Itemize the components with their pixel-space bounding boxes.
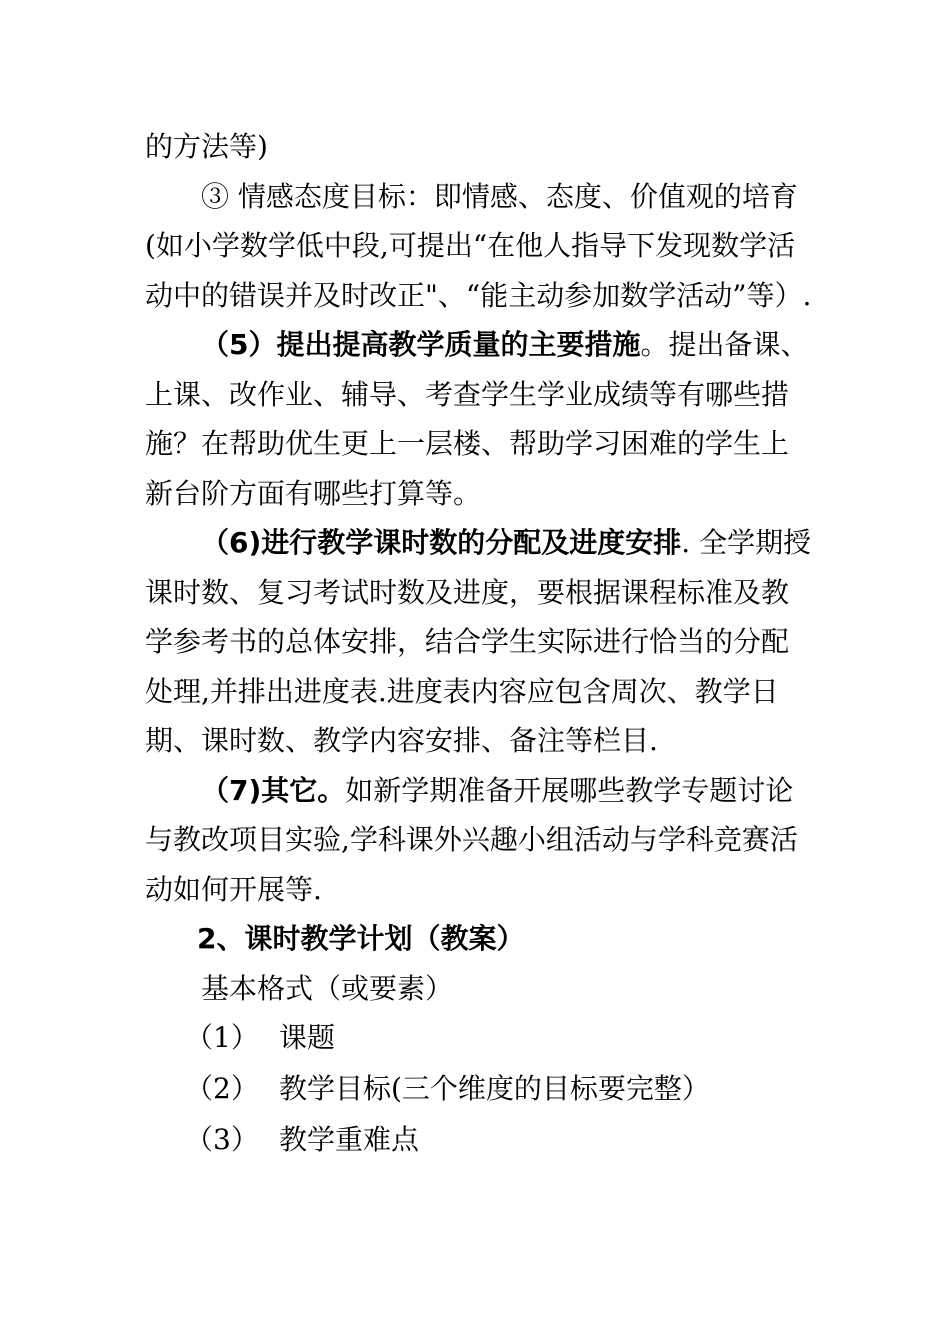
list-item bbox=[145, 1013, 815, 1064]
list-item-number: （2） bbox=[185, 1072, 259, 1105]
list-item bbox=[145, 1115, 815, 1166]
text-quality-measures: 。提出备课、上课、改作业、辅导、考查学生学业成绩等有哪些措施？在帮助优生更上一层楼、帮助学习困难的学生上新台阶方面有哪些打算等。 bbox=[145, 328, 809, 510]
paragraph-quality-measures bbox=[145, 320, 815, 518]
list-item bbox=[145, 1064, 815, 1115]
paragraph-other bbox=[145, 766, 815, 915]
text-schedule: . 全学期授课时数、复习考试时数及进度，要根据课程标准及教学参考书的总体安排，结合学生实际进行恰当的分配处理,并排出进度表.进度表内容应包含周次、教学日期、课时数、教学内容安排、备注等栏目. bbox=[145, 526, 812, 757]
heading-schedule: （6)进行教学课时数的分配及进度安排 bbox=[201, 526, 682, 559]
section-subheading-format: 基本格式（或要素） bbox=[201, 971, 454, 1005]
text-other: 如新学期准备开展哪些教学专题讨论与教改项目实验,学科课外兴趣小组活动与学科竞赛活动如何开展等. bbox=[145, 773, 798, 906]
list-item-number: （1） bbox=[185, 1021, 259, 1054]
heading-other: （7)其它。 bbox=[201, 773, 346, 807]
list-item-text: 教学目标(三个维度的目标要完整） bbox=[279, 1072, 710, 1105]
list-item-text: 教学重难点 bbox=[279, 1123, 420, 1156]
paragraph-continuation: 的方法等) bbox=[145, 130, 268, 163]
heading-quality-measures: （5）提出提高教学质量的主要措施 bbox=[201, 328, 641, 361]
list-item-number: （3） bbox=[185, 1123, 259, 1156]
paragraph-affective-goals: ③ 情感态度目标：即情感、态度、价值观的培育(如小学数学低中段,可提出“在他人指导下发现数学活动中的错误并及时改正"、“能主动参加数学活动”等）. bbox=[145, 179, 812, 312]
document-body bbox=[145, 122, 815, 1166]
section-heading-lesson-plan: 2、课时教学计划（教案） bbox=[197, 922, 525, 955]
paragraph-schedule bbox=[145, 518, 815, 766]
list-item-text: 课题 bbox=[279, 1021, 336, 1054]
